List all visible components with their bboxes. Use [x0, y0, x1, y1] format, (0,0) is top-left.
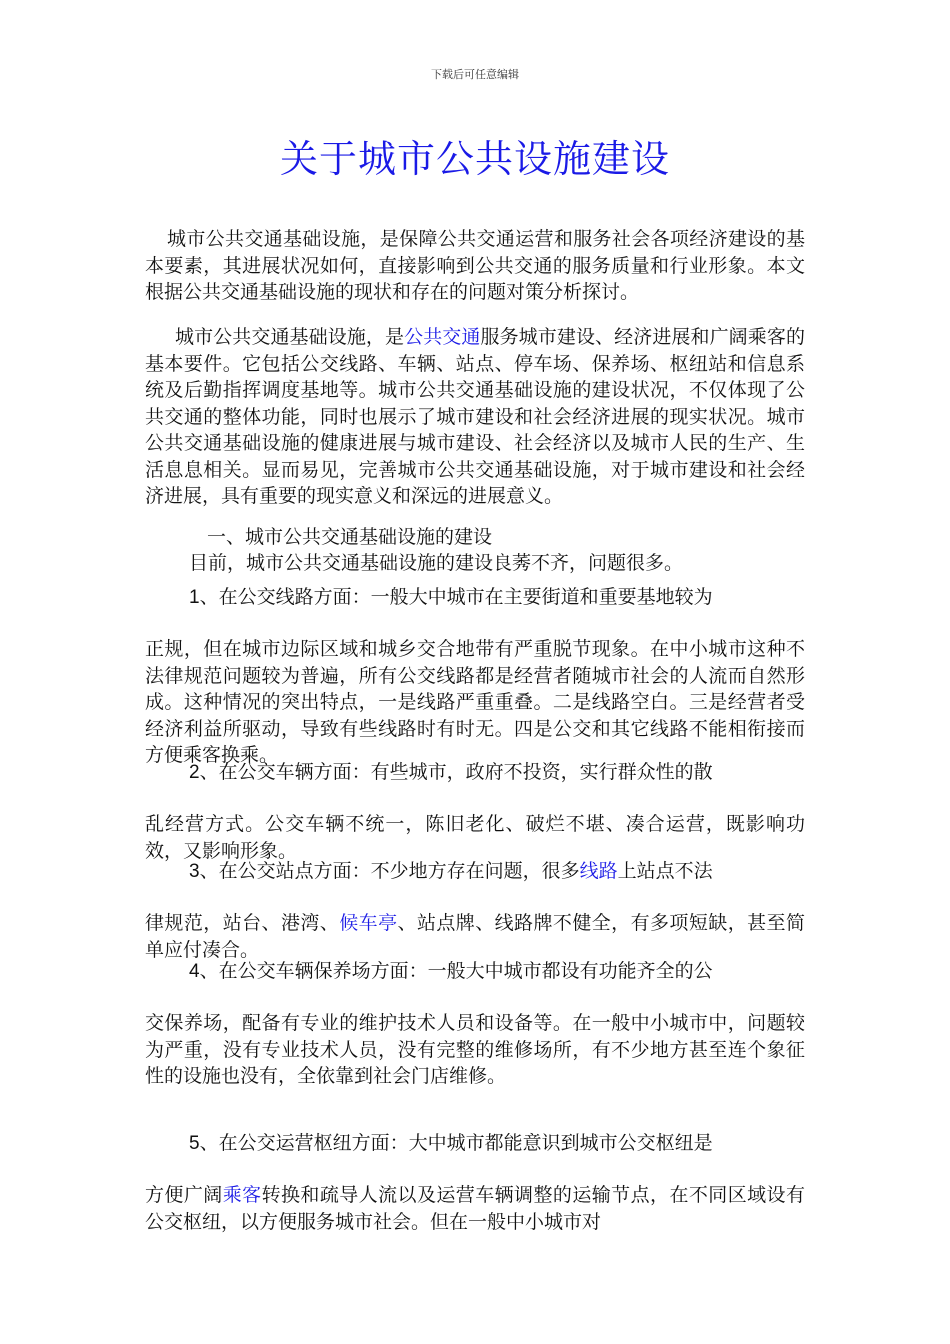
item-first-line-text: 、在公交线路方面：一般大中城市在主要街道和重要基地较为 — [199, 586, 713, 608]
item-routes — [145, 584, 805, 769]
item-body-after-link: 转换和疏导人流以及运营车辆调整的运输节点，在不同区域设有公交枢纽，以方便服务城市社会。但在一般中小城市对 — [145, 1184, 805, 1233]
route-link[interactable]: 线路 — [579, 860, 618, 882]
section-heading: 一、城市公共交通基础设施的建设 — [207, 526, 493, 548]
item-number: 2 — [189, 762, 200, 783]
item-maintenance-yard — [145, 958, 805, 1090]
item-first-line-text: 、在公交运营枢纽方面：大中城市都能意识到城市公交枢纽是 — [199, 1132, 713, 1154]
item-first-line — [145, 858, 805, 910]
item-body-before-link: 方便广阔 — [145, 1184, 223, 1206]
bus-shelter-link[interactable]: 候车亭 — [339, 912, 398, 934]
definition-text-after-link: 服务城市建设、经济进展和广阔乘客的基本要件。它包括公交线路、车辆、站点、停车场、保养场、枢纽站和信息系统及后勤指挥调度基地等。城市公共交通基础设施的建设状况，不仅体现了公共交通的整体功能，同时也展示了城市建设和社会经济进展的现实状况。城市公共交通基础设施的健康进展与城市建设、社会经济以及城市人民的生产、生活息息相关。显而易见，完善城市公共交通基础设施，对于城市建设和社会经济进展，具有重要的现实意义和深远的进展意义。 — [145, 326, 805, 507]
item-first-line-text: 、在公交车辆保养场方面：一般大中城市都设有功能齐全的公 — [199, 960, 713, 982]
item-first-line — [145, 958, 805, 1010]
item-first-line — [145, 1130, 805, 1182]
item-first-line-text: 、在公交站点方面：不少地方存在问题，很多 — [199, 860, 580, 882]
item-hubs — [145, 1130, 805, 1235]
item-body-before-link: 律规范，站台、港湾、 — [145, 912, 340, 934]
item-stops — [145, 858, 805, 963]
item-vehicles — [145, 759, 805, 864]
passenger-link[interactable]: 乘客 — [222, 1184, 262, 1206]
item-first-line — [145, 759, 805, 811]
item-body: 正规，但在城市边际区域和城乡交合地带有严重脱节现象。在中小城市这种不法律规范问题较为普遍，所有公交线路都是经营者随城市社会的人流而自然形成。这种情况的突出特点，一是线路严重重叠。二是线路空白。三是经营者受经济利益所驱动，导致有些线路时有时无。四是公交和其它线路不能相衔接而方便乘客换乘。 — [145, 638, 805, 766]
public-transport-link[interactable]: 公共交通 — [404, 326, 481, 348]
item-body — [145, 1182, 805, 1235]
item-body: 交保养场，配备有专业的维护技术人员和设备等。在一般中小城市中，问题较为严重，没有专业技术人员，没有完整的维修场所，有不少地方甚至连个象征性的设施也没有，全依靠到社会门店维修。 — [145, 1012, 805, 1087]
document-title: 关于城市公共设施建设 — [279, 137, 670, 181]
item-body-after-link: 、站点牌、线路牌不健全，有多项短缺，甚至简单应付凑合。 — [145, 912, 805, 961]
item-body — [145, 910, 805, 963]
intro-paragraph: 城市公共交通基础设施，是保障公共交通运营和服务社会各项经济建设的基本要素，其进展状况如何，直接影响到公共交通的服务质量和行业形象。本文根据公共交通基础设施的现状和存在的问题对策分析探讨。 — [145, 228, 805, 303]
item-first-line — [145, 584, 805, 636]
current-status-paragraph: 目前，城市公共交通基础设施的建设良莠不齐，问题很多。 — [189, 552, 684, 574]
page-header-note: 下载后可任意编辑 — [431, 68, 519, 81]
item-body: 乱经营方式。公交车辆不统一，陈旧老化、破烂不堪、凑合运营，既影响功效，又影响形象。 — [145, 813, 805, 862]
item-number: 3 — [189, 861, 200, 882]
item-number: 5 — [189, 1133, 200, 1154]
item-first-line-text: 、在公交车辆方面：有些城市，政府不投资，实行群众性的散 — [199, 761, 713, 783]
definition-text-before-link: 城市公共交通基础设施，是 — [175, 326, 405, 348]
item-number: 4 — [189, 961, 200, 982]
item-number: 1 — [189, 587, 200, 608]
item-first-line-text-after-link: 上站点不法 — [617, 860, 713, 882]
definition-paragraph — [145, 324, 805, 510]
